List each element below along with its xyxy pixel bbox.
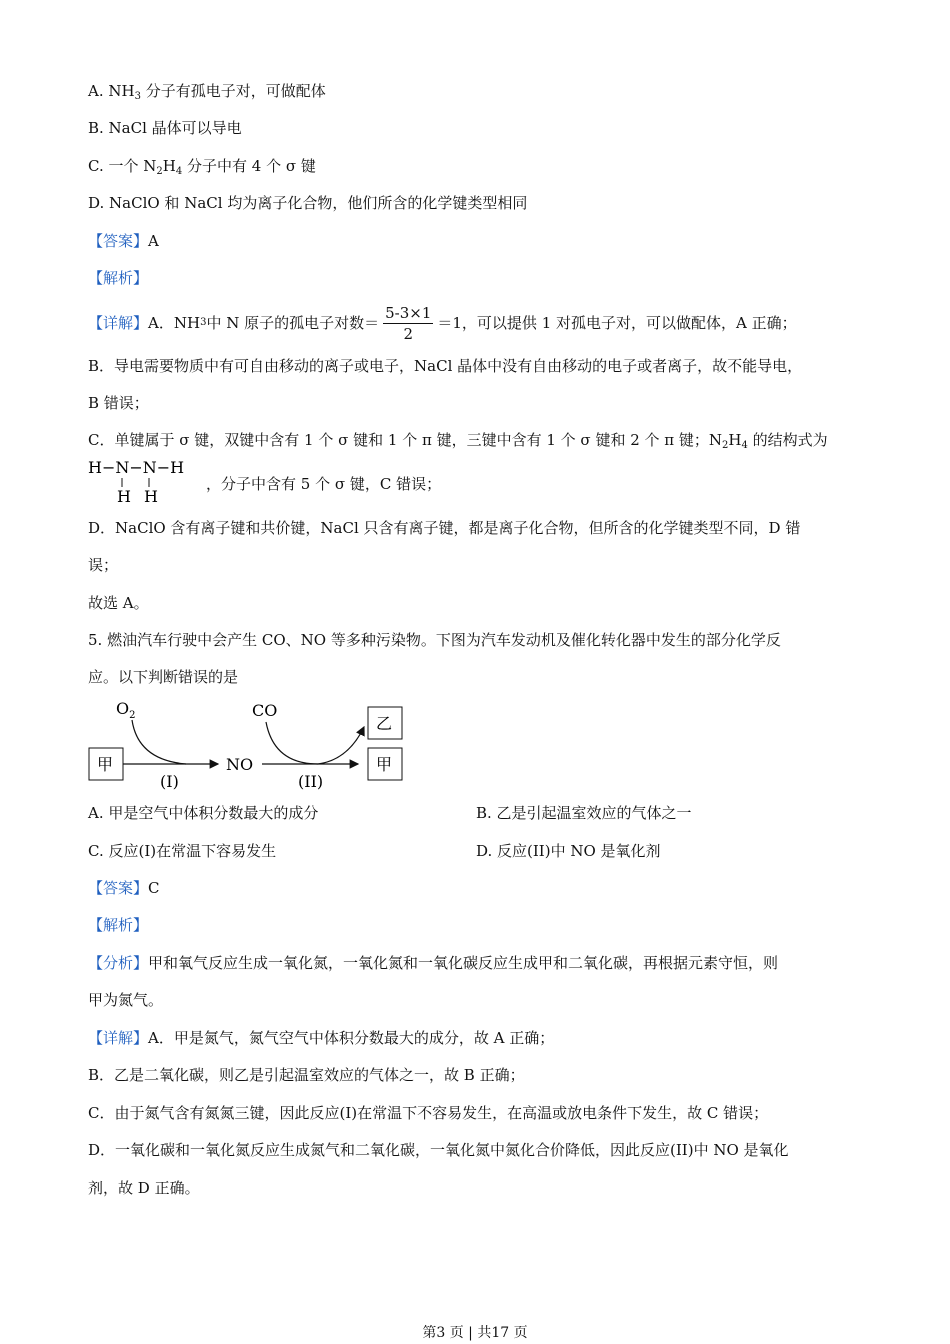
q5-option-a: A. 甲是空气中体积分数最大的成分 xyxy=(88,804,319,822)
no-label: NO xyxy=(226,755,254,774)
n2h4-structure xyxy=(86,456,196,506)
page-footer: 第3 页 | 共17 页 xyxy=(422,1325,528,1341)
q5-fenxi-line1: 【分析】甲和氧气反应生成一氧化氮，一氧化氮和一氧化碳反应生成甲和二氧化碳，再根据元素守恒，则 xyxy=(88,954,779,972)
q4-option-c: C. 一个 $N_2H_4$ 分子中有 4 个 σ 键 xyxy=(88,157,316,177)
q4-detail-c-line2: ，分子中含有 5 个 σ 键，C 错误； xyxy=(206,475,442,493)
q4-answer: 【答案】A xyxy=(88,232,159,250)
q5-answer: 【答案】C xyxy=(88,879,160,897)
jia-label: 甲 xyxy=(97,755,114,774)
q4-detail-b-line2: B 错误； xyxy=(88,394,149,412)
structure-h1: H xyxy=(117,487,131,506)
q5-stem-line2: 应。以下判断错误的是 xyxy=(88,668,239,686)
q5-detail-b: B．乙是二氧化碳，则乙是引起温室效应的气体之一，故 B 正确； xyxy=(88,1066,525,1084)
reaction-1-label: (I) xyxy=(160,772,179,791)
q5-fenxi-line2: 甲为氮气。 xyxy=(88,991,164,1009)
reaction-diagram xyxy=(86,694,406,794)
q4-detail-d-line2: 误； xyxy=(88,556,119,574)
reaction-2-label: (II) xyxy=(298,772,324,791)
q5-stem-line1: 5. 燃油汽车行驶中会产生 CO、NO 等多种污染物。下图为汽车发动机及催化转化器中发生的部分化学反 xyxy=(88,631,781,649)
q4-detail-a: 【详解】 A．NH 3 中 N 原子的孤电子对数＝ $\frac{5-3\times 1}{2}$ ＝1，可以提供 1 对孤电子对，可以做配体，A 正确； xyxy=(88,303,797,343)
q4-conclusion: 故选 A。 xyxy=(88,594,149,612)
o2-curve xyxy=(132,720,186,764)
q5-option-b: B. 乙是引起温室效应的气体之一 xyxy=(476,804,692,822)
q5-option-d: D. 反应(II)中 NO 是氧化剂 xyxy=(476,842,661,860)
co-label: CO xyxy=(252,701,278,720)
q5-option-c: C. 反应(I)在常温下容易发生 xyxy=(88,842,277,860)
jia2-label: 甲 xyxy=(376,755,393,774)
q4-analysis-tag: 【解析】 xyxy=(88,269,149,287)
co-curve xyxy=(266,722,364,764)
q5-detail-d-line1: D．一氧化碳和一氧化氮反应生成氮气和二氧化碳，一氧化氮中氮化合价降低，因此反应(II)中 NO 是氧化 xyxy=(88,1141,789,1159)
q5-detail-c: C．由于氮气含有氮氮三键，因此反应(I)在常温下不容易发生，在高温或放电条件下发生，故 C 错误； xyxy=(88,1104,769,1122)
q5-analysis-tag: 【解析】 xyxy=(88,916,149,934)
o2-label: $O_2$ xyxy=(116,699,136,721)
q4-option-d: D. NaClO 和 NaCl 均为离子化合物，他们所含的化学键类型相同 xyxy=(88,194,528,212)
q4-detail-c-line1: C．单键属于 σ 键，双键中含有 1 个 σ 键和 1 个 π 键，三键中含有 1 个 σ 键和 2 个 π 键；$N_2H_4$ 的结构式为 xyxy=(88,431,828,451)
q4-option-b: B. NaCl 晶体可以导电 xyxy=(88,119,242,137)
structure-h2: H xyxy=(144,487,158,506)
q4-option-a: A. $NH_3$ 分子有孤电子对，可做配体 xyxy=(88,82,326,102)
lone-pair-fraction: $\frac{5-3\times 1}{2}$ xyxy=(385,303,432,343)
yi-label: 乙 xyxy=(376,714,393,733)
q5-detail-d-line2: 剂，故 D 正确。 xyxy=(88,1179,200,1197)
q4-detail-b-line1: B．导电需要物质中有可自由移动的离子或电子，NaCl 晶体中没有自由移动的电子或者离子，故不能导电， xyxy=(88,357,803,375)
structure-top: H−N−N−H xyxy=(88,458,185,477)
q5-detail-a: 【详解】A．甲是氮气，氮气空气中体积分数最大的成分，故 A 正确； xyxy=(88,1029,555,1047)
q4-detail-d-line1: D．NaClO 含有离子键和共价键，NaCl 只含有离子键，都是离子化合物，但所含的化学键类型不同，D 错 xyxy=(88,519,801,537)
